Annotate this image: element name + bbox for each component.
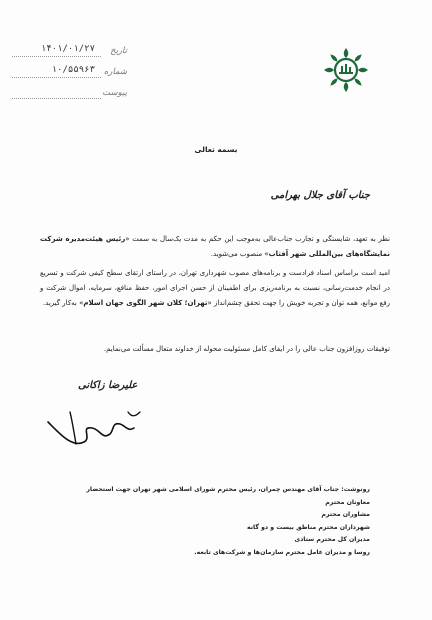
cc-item: مدیران کل محترم ستادی — [294, 536, 370, 543]
number-row — [12, 65, 127, 86]
basmala-heading: بسمه تعالی — [194, 145, 238, 154]
p1-text-a: نظر به تعهد، شایستگی و تجارب جناب‌عالی به‌موجب این حکم به مدت یک‌سال به سمت « — [125, 235, 390, 243]
signature-icon — [40, 382, 160, 462]
signer-name: علیرضا زاکانی — [78, 380, 138, 391]
date-value: ۱۴۰۱/۰۱/۲۷ — [40, 44, 95, 54]
p1-position-title: رئیس هیئت‌مدیره شرکت نمایشگاه‌های بین‌المللی شهر آفتاب — [40, 235, 390, 258]
date-line — [12, 56, 101, 57]
paragraph-appointment — [40, 232, 390, 262]
paragraph-closing: توفیقات روزافزون جناب عالی را در ایفای کامل مسئولیت محوله از خداوند متعال مسألت می‌نمایم. — [103, 345, 390, 353]
attachment-row — [12, 86, 127, 107]
carbon-copy-list — [70, 484, 370, 559]
cc-item: مشاوران محترم — [321, 511, 370, 518]
p2-vision-title: تهران؛ کلان شهر الگوی جهان اسلام — [83, 299, 208, 307]
number-label: شماره — [103, 67, 127, 77]
number-line — [12, 77, 101, 78]
cc-item: شهرداران محترم مناطق بیست و دو گانه — [246, 523, 370, 531]
attachment-line — [12, 98, 101, 99]
attachment-label: پیوست — [102, 88, 127, 98]
p1-text-c: » منصوب می‌شوید. — [210, 250, 269, 258]
number-value: ۱۰/۵۵۹۶۳ — [51, 65, 95, 75]
tehran-municipality-logo-icon — [322, 46, 370, 94]
cc-item: رونوشت: جناب آقای مهندس چمران، رئیس محترم شورای اسلامی شهر تهران جهت استحضار — [86, 486, 370, 493]
addressee: جناب آقای جلال بهرامی — [270, 190, 370, 201]
date-row — [12, 44, 127, 65]
cc-item: روسا و مدیران عامل محترم سازمان‌ها و شرکت‌های تابعه. — [194, 548, 370, 556]
date-label: تاریخ — [110, 46, 127, 56]
p2-text-a: امید است براساس اسناد فرادست و برنامه‌های مصوب شهرداری تهران، در راستای ارتقای سطح کیفی شرکت و تسریع در انجام خدمت‌رسانی، نسبت به برنامه‌ریزی برای اطمینان از حسن اجرای امور، حفظ منافع، سرمایه، اموال شرکت و رفع موانع، همه توان و تجربه خویش را جهت تحقق چشم‌انداز « — [40, 269, 390, 307]
cc-item: معاونان محترم — [325, 498, 370, 506]
letter-meta — [12, 44, 127, 107]
paragraph-expectations — [40, 266, 390, 311]
p2-text-c: » به‌کار گیرید. — [42, 299, 84, 307]
